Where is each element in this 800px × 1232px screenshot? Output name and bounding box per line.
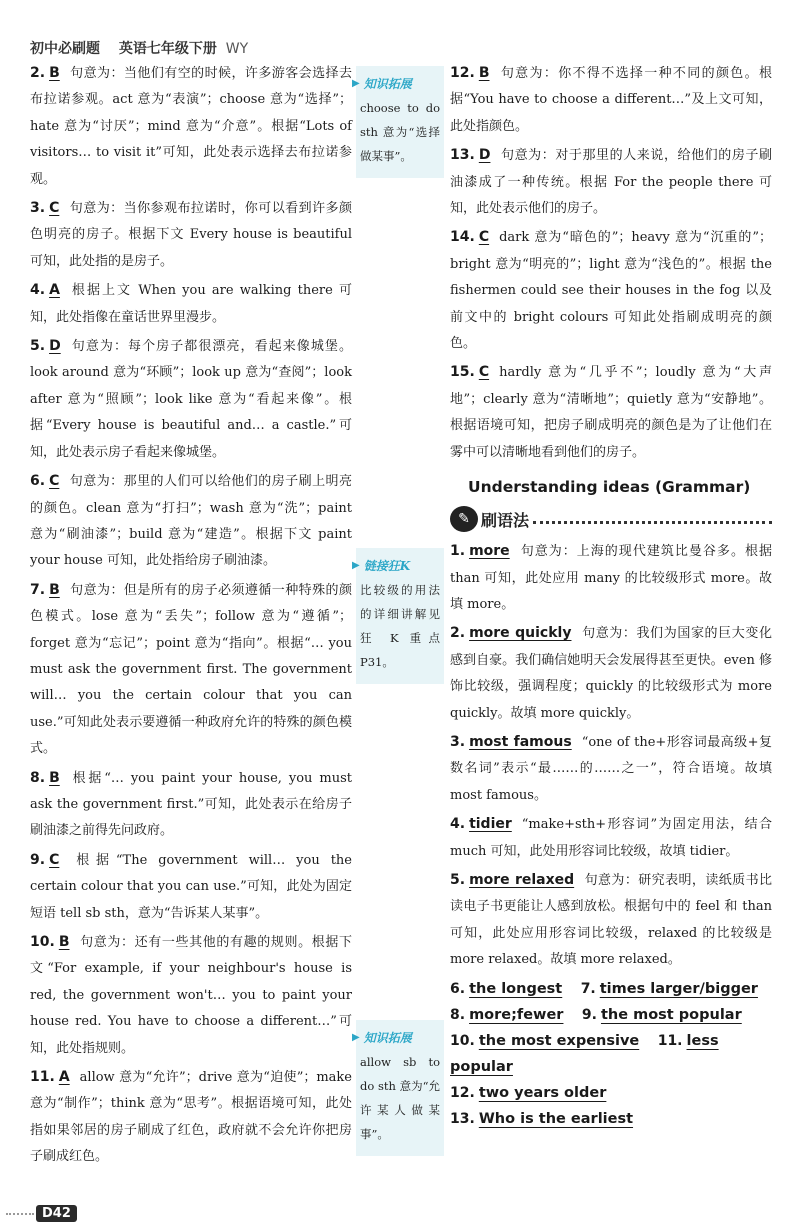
answer-item: [450, 224, 772, 357]
item-key: C: [49, 473, 60, 490]
item-number: 2.: [450, 625, 466, 642]
item-key: D: [49, 338, 61, 355]
answer-item: [30, 195, 352, 275]
item-explanation: allow 意为“允许”；drive 意为“迫使”；make 意为“制作”；think 意为“思考”。根据语境可知，此处指如果邻居的房子刷成了红色，政府就不会允许你把房子刷成红色。: [30, 1070, 352, 1165]
item-explanation: 句意为：当你参观布拉诺时，你可以看到许多颜色明亮的房子。根据下文 Every house is beautiful 可知，此处指的是房子。: [30, 201, 352, 269]
short-answer: the longest: [469, 980, 563, 997]
footer-dots: [6, 1213, 34, 1215]
item-key: C: [49, 200, 60, 217]
answer-item: [450, 359, 772, 466]
item-explanation: 句意为：那里的人们可以给他们的房子刷上明亮的颜色。clean 意为“打扫”；wash 意为“洗”；paint 意为“刷油漆”；build 意为“建造”。根据下文 paint your house 可知，此处指给房子刷油漆。: [30, 474, 352, 569]
item-number: 8.: [450, 1006, 466, 1023]
note-title: ▶ 链接狂K: [352, 554, 440, 578]
answer-item: [30, 577, 352, 763]
item-number: 9.: [581, 1006, 597, 1023]
item-explanation: 句意为：上海的现代建筑比曼谷多。根据 than 可知，此处应用 many 的比较级形式 more。故填 more。: [450, 544, 772, 612]
item-explanation: dark 意为“暗色的”；heavy 意为“沉重的”；bright 意为“明亮的”；light 意为“浅色的”。根据 the fishermen could see their houses in the fog 以及前文中的 bright colours 可知此处指刷成明亮的颜色。: [450, 230, 772, 352]
item-key: more quickly: [469, 625, 572, 642]
short-answer-row: [450, 976, 772, 1002]
item-explanation: “one of the+形容词最高级+复数名词”表示“最……的……之一”，符合语境。故填 most famous。: [450, 734, 772, 803]
item-number: 4.: [450, 816, 466, 833]
item-explanation: 根据“The government will… you the certain colour that you can use.”可知，此处为固定短语 tell sb sth，意为“告诉某人某事”。: [30, 852, 352, 921]
item-number: 8.: [30, 769, 46, 786]
item-number: 6.: [450, 980, 466, 997]
item-key: more: [469, 543, 510, 560]
answer-item: [30, 1064, 352, 1171]
short-answer: less popular: [450, 1032, 719, 1075]
item-key: B: [58, 934, 70, 950]
item-key: C: [49, 851, 60, 868]
short-answer: times larger/bigger: [599, 980, 758, 997]
item-key: more relaxed: [469, 871, 575, 888]
item-explanation: 句意为：每个房子都很漂亮，看起来像城堡。look around 意为“环顾”；look up 意为“查阅”；look after 意为“照顾”；look like 意为“看起来像”。根据“Every house is beautiful and… a castle.”可知，此处表示房子看起来像城堡。: [30, 339, 352, 460]
edition-label: WY: [225, 41, 249, 57]
item-explanation: 根据上文 When you are walking there 可知，此处指像在童话世界里漫步。: [30, 283, 352, 325]
section-title: Understanding ideas (Grammar): [468, 478, 751, 497]
item-key: A: [58, 1069, 70, 1086]
pointer-arrow-icon: ▶: [352, 560, 360, 571]
grammar-banner: [450, 504, 772, 534]
short-answer: Who is the earliest: [478, 1110, 634, 1127]
item-key: A: [49, 282, 60, 299]
answer-item: [450, 142, 772, 222]
page-footer: [6, 1205, 77, 1222]
page-number: D42: [36, 1205, 77, 1222]
item-number: 11.: [657, 1032, 683, 1049]
item-explanation: 句意为：研究表明，读纸质书比读电子书更能让人感到放松。根据句中的 feel 和 than 可知，此处应用形容词比较级，relaxed 的比较级是 more relaxed。故填 more relaxed。: [450, 872, 772, 968]
item-number: 9.: [30, 851, 46, 868]
short-answer-row: [450, 1028, 772, 1080]
item-number: 10.: [450, 1032, 475, 1049]
answer-item: [30, 60, 352, 193]
item-explanation: “make+sth+形容词”为固定用法，结合 much 可知，此处用形容词比较级，故填 tidier。: [450, 817, 772, 859]
note-body: 比较级的用法的详细讲解见狂 K 重点 P31。: [360, 583, 440, 669]
pencil-icon: ✎: [450, 506, 478, 532]
item-key: B: [49, 581, 60, 598]
answer-item: [30, 847, 352, 927]
book-title: 英语七年级下册: [118, 41, 217, 57]
item-key: tidier: [469, 816, 512, 833]
item-number: 3.: [30, 200, 46, 217]
short-answer: the most popular: [600, 1006, 742, 1023]
item-key: D: [478, 147, 491, 164]
answer-item: [30, 277, 352, 331]
short-answer: two years older: [478, 1084, 607, 1101]
item-number: 15.: [450, 364, 475, 381]
item-explanation: hardly 意为“几乎不”；loudly 意为“大声地”；clearly 意为“清晰地”；quietly 意为“安静地”。根据语境可知，把房子刷成明亮的颜色是为了让他们在雾中可以清晰地看到他们的房子。: [450, 365, 772, 460]
note-title: ▶ 知识拓展: [352, 72, 440, 96]
item-number: 7.: [30, 581, 46, 598]
answer-item: [450, 60, 772, 140]
dotted-divider: [533, 514, 772, 524]
item-number: 14.: [450, 229, 475, 246]
grammar-item: [450, 729, 772, 809]
pointer-arrow-icon: ▶: [352, 1032, 360, 1043]
item-explanation: 句意为：还有一些其他的有趣的规则。根据下文“For example, if your neighbour's house is red, the government won't… you to paint your house red. You have to choose a different…”可知，此处指规则。: [30, 935, 352, 1056]
notes-column: [352, 60, 444, 1210]
item-key: C: [478, 229, 490, 246]
answer-item: [30, 468, 352, 575]
item-key: C: [478, 364, 490, 381]
item-key: B: [478, 65, 490, 81]
answer-item: [30, 765, 352, 845]
item-number: 13.: [450, 1110, 475, 1127]
short-answer: more;fewer: [469, 1006, 564, 1023]
item-number: 12.: [450, 1084, 475, 1101]
grammar-item: [450, 538, 772, 618]
short-answer: the most expensive: [478, 1032, 640, 1049]
item-number: 4.: [30, 282, 46, 299]
item-number: 6.: [30, 473, 46, 490]
grammar-label: 刷语法: [481, 510, 530, 530]
page-header: [30, 38, 430, 58]
series-title: 初中必刷题: [30, 41, 100, 57]
item-explanation: 句意为：我们为国家的巨大变化感到自豪。我们确信她明天会发展得甚至更快。even 修饰比较级，强调程度；quickly 的比较级形式为 more quickly。故填 more quickly。: [450, 626, 772, 721]
item-key: most famous: [469, 733, 572, 750]
note-body: choose to do sth 意为“选择做某事”。: [360, 101, 440, 163]
item-key: B: [49, 65, 60, 81]
grammar-item: [450, 620, 772, 727]
item-explanation: 句意为：你不得不选择一种不同的颜色。根据“You have to choose a different…”及上文可知，此处指颜色。: [450, 66, 772, 134]
grammar-item: [450, 811, 772, 865]
item-number: 11.: [30, 1069, 55, 1086]
answer-item: [30, 929, 352, 1062]
grammar-item: [450, 867, 772, 974]
link-note: [352, 548, 444, 684]
knowledge-note: [352, 66, 444, 178]
pointer-arrow-icon: ▶: [352, 78, 360, 89]
note-body: allow sb to do sth 意为“允许某人做某事”。: [360, 1055, 440, 1141]
item-number: 3.: [450, 733, 466, 750]
item-explanation: 句意为：对于那里的人来说，给他们的房子刷油漆成了一种传统。根据 For the people there 可知，此处表示他们的房子。: [450, 148, 772, 217]
item-key: B: [49, 769, 60, 786]
right-column: [450, 60, 772, 1132]
knowledge-note: [352, 1020, 444, 1156]
item-explanation: 根据“… you paint your house, you must ask the government first.”可知，此处表示在给房子刷油漆之前得先问政府。: [30, 770, 352, 839]
item-number: 2.: [30, 65, 46, 81]
item-number: 5.: [30, 338, 46, 355]
item-number: 10.: [30, 934, 55, 950]
item-number: 7.: [580, 980, 596, 997]
item-number: 1.: [450, 543, 466, 560]
item-number: 5.: [450, 871, 466, 888]
item-explanation: 句意为：但是所有的房子必须遵循一种特殊的颜色模式。lose 意为“丢失”；follow 意为“遵循”；forget 意为“忘记”；point 意为“指向”。根据“… you must ask the government first. The government will… you the certain colour that you can use.”可知此处表示要遵循一种政府允许的特殊的颜色模式。: [30, 582, 352, 757]
short-answer-row: [450, 1106, 772, 1132]
answer-item: [30, 333, 352, 466]
left-column: [30, 60, 352, 1173]
item-number: 13.: [450, 147, 475, 164]
note-title: ▶ 知识拓展: [352, 1026, 440, 1050]
item-explanation: 句意为：当他们有空的时候，许多游客会选择去布拉诺参观。act 意为“表演”；choose 意为“选择”；hate 意为“讨厌”；mind 意为“介意”。根据“Lots of visitors… to visit it”可知，此处表示选择去布拉诺参观。: [30, 66, 352, 187]
item-number: 12.: [450, 65, 475, 81]
short-answer-row: [450, 1080, 772, 1106]
short-answer-row: [450, 1002, 772, 1028]
